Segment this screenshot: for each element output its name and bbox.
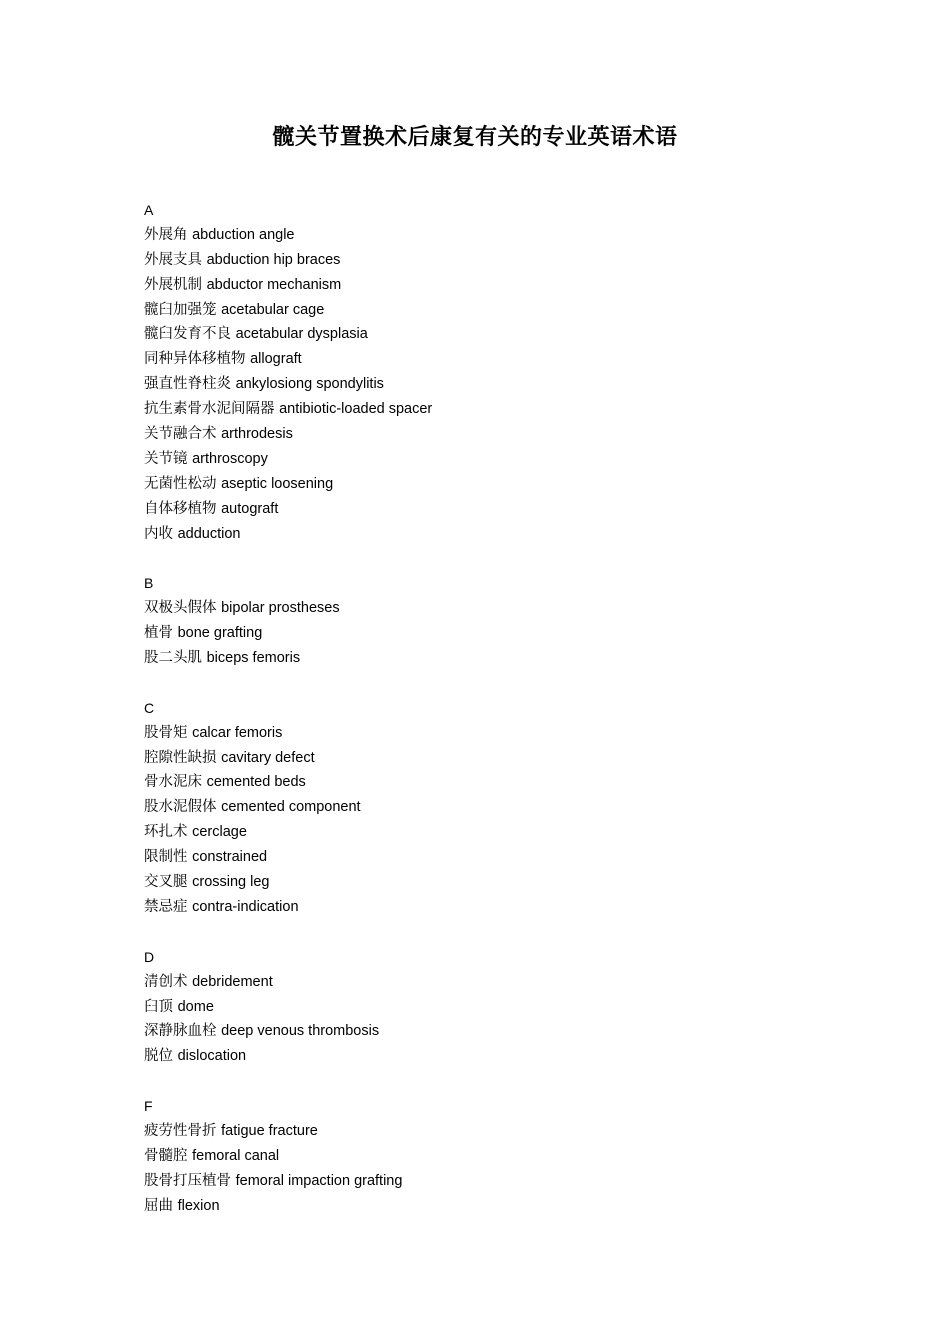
term-english: dislocation: [177, 1048, 247, 1065]
glossary-term: [144, 497, 844, 522]
term-chinese: 同种异体移植物: [144, 351, 246, 368]
term-chinese: 深静脉血栓: [144, 1023, 217, 1040]
glossary-term: [144, 895, 844, 920]
glossary-term: [144, 322, 844, 347]
term-chinese: 无菌性松动: [144, 475, 217, 492]
glossary-term: [144, 472, 844, 497]
term-chinese: 股骨打压植骨: [144, 1172, 231, 1189]
term-chinese: 骨水泥床: [144, 774, 202, 791]
document-title: 髋关节置换术后康复有关的专业英语术语: [272, 124, 678, 150]
term-english: abductor mechanism: [206, 276, 342, 293]
term-english: cemented beds: [206, 774, 306, 791]
term-english: antibiotic-loaded spacer: [279, 401, 433, 418]
section-letter: D: [144, 948, 155, 965]
glossary-term: [144, 298, 844, 323]
term-english: autograft: [221, 500, 279, 517]
term-chinese: 植骨: [144, 625, 173, 642]
term-english: cerclage: [192, 824, 247, 841]
term-english: biceps femoris: [206, 650, 301, 667]
glossary-term: [144, 845, 844, 870]
term-chinese: 臼顶: [144, 998, 173, 1015]
term-english: abduction angle: [192, 226, 295, 243]
term-english: adduction: [177, 525, 241, 542]
glossary-term: [144, 820, 844, 845]
term-chinese: 髋臼加强笼: [144, 301, 217, 318]
term-chinese: 自体移植物: [144, 500, 217, 517]
term-english: calcar femoris: [192, 724, 283, 741]
section-letter: F: [144, 1098, 153, 1115]
glossary-term: [144, 1144, 844, 1169]
term-chinese: 禁忌症: [144, 898, 188, 915]
term-english: arthrodesis: [221, 426, 293, 443]
term-english: bipolar prostheses: [221, 600, 340, 617]
term-chinese: 外展机制: [144, 276, 202, 293]
term-english: contra-indication: [192, 898, 299, 915]
term-chinese: 疲劳性骨折: [144, 1122, 217, 1139]
glossary-term: [144, 1194, 844, 1219]
glossary-term: [144, 522, 844, 547]
term-english: femoral canal: [192, 1147, 280, 1164]
glossary-term: [144, 223, 844, 248]
glossary-term: [144, 970, 844, 995]
term-english: ankylosiong spondylitis: [235, 376, 384, 393]
section-letter: A: [144, 202, 154, 218]
glossary-section-d: [144, 945, 844, 1069]
glossary-term: [144, 621, 844, 646]
term-english: allograft: [250, 351, 302, 368]
term-chinese: 屈曲: [144, 1197, 173, 1214]
glossary-term: [144, 870, 844, 895]
glossary-term: [144, 1044, 844, 1069]
term-english: crossing leg: [192, 874, 270, 891]
term-chinese: 外展角: [144, 226, 188, 243]
term-chinese: 骨髓腔: [144, 1147, 188, 1164]
glossary-list: [144, 198, 844, 1243]
glossary-term: [144, 646, 844, 671]
glossary-term: [144, 1119, 844, 1144]
term-english: abduction hip braces: [206, 251, 341, 268]
term-chinese: 抗生素骨水泥间隔器: [144, 401, 275, 418]
term-chinese: 腔隙性缺损: [144, 749, 217, 766]
term-chinese: 内收: [144, 525, 173, 542]
glossary-section-c: [144, 696, 844, 920]
term-chinese: 双极头假体: [144, 600, 217, 617]
term-chinese: 股骨矩: [144, 724, 188, 741]
glossary-term: [144, 397, 844, 422]
term-english: cemented component: [221, 799, 361, 816]
term-chinese: 关节融合术: [144, 426, 217, 443]
glossary-section-a: [144, 198, 844, 546]
term-english: femoral impaction grafting: [235, 1172, 403, 1189]
glossary-term: [144, 447, 844, 472]
glossary-term: [144, 422, 844, 447]
term-english: fatigue fracture: [221, 1122, 318, 1139]
term-chinese: 清创术: [144, 973, 188, 990]
glossary-section-f: [144, 1094, 844, 1218]
term-chinese: 环扎术: [144, 824, 188, 841]
term-english: acetabular dysplasia: [235, 326, 368, 343]
term-english: deep venous thrombosis: [221, 1023, 380, 1040]
glossary-term: [144, 596, 844, 621]
term-chinese: 股二头肌: [144, 650, 202, 667]
glossary-term: [144, 372, 844, 397]
glossary-section-b: [144, 571, 844, 671]
term-chinese: 交叉腿: [144, 874, 188, 891]
term-chinese: 限制性: [144, 849, 188, 866]
term-english: dome: [177, 998, 214, 1015]
term-chinese: 髋臼发育不良: [144, 326, 231, 343]
glossary-term: [144, 1019, 844, 1044]
term-english: constrained: [192, 849, 268, 866]
term-chinese: 外展支具: [144, 251, 202, 268]
glossary-term: [144, 1169, 844, 1194]
term-english: cavitary defect: [221, 749, 315, 766]
section-letter: C: [144, 699, 155, 716]
section-letter: B: [144, 575, 154, 592]
glossary-term: [144, 995, 844, 1020]
term-english: debridement: [192, 973, 273, 990]
glossary-term: [144, 746, 844, 771]
glossary-term: [144, 248, 844, 273]
glossary-term: [144, 721, 844, 746]
term-english: arthroscopy: [192, 450, 268, 467]
glossary-term: [144, 795, 844, 820]
term-chinese: 强直性脊柱炎: [144, 376, 231, 393]
term-english: aseptic loosening: [221, 475, 334, 492]
glossary-term: [144, 273, 844, 298]
term-english: acetabular cage: [221, 301, 325, 318]
glossary-term: [144, 770, 844, 795]
term-chinese: 关节镜: [144, 450, 188, 467]
term-chinese: 股水泥假体: [144, 799, 217, 816]
term-english: flexion: [177, 1197, 220, 1214]
term-chinese: 脱位: [144, 1048, 173, 1065]
term-english: bone grafting: [177, 625, 263, 642]
glossary-term: [144, 347, 844, 372]
